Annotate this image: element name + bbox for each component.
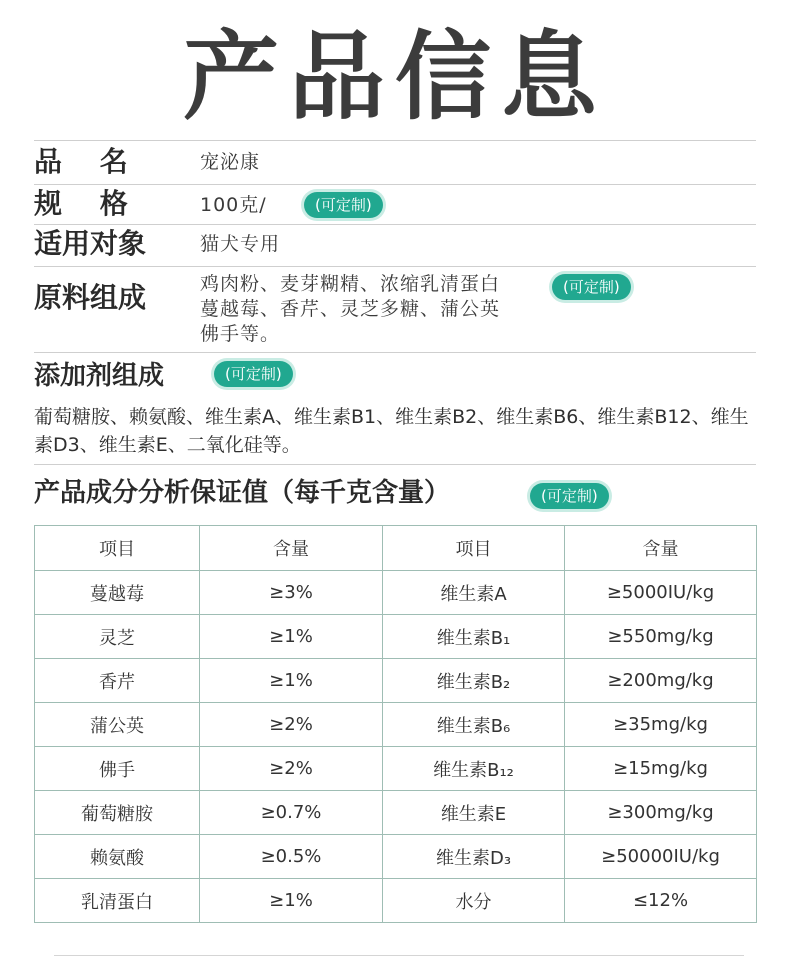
table-row <box>35 835 757 879</box>
analysis-title: 产品成分分析保证值（每千克含量） <box>34 478 451 508</box>
additives-text: 葡萄糖胺、赖氨酸、维生素A、维生素B1、维生素B2、维生素B6、维生素B12、维生素D3、维生素E、二氧化硅等。 <box>34 406 749 456</box>
customizable-badge: (可定制) <box>304 192 383 218</box>
column-header: 项目 <box>35 526 200 571</box>
column-header: 含量 <box>200 526 383 571</box>
table-row <box>35 879 757 923</box>
analysis-table <box>34 525 757 923</box>
ingredients-label: 原料组成 <box>34 281 147 314</box>
divider <box>34 266 756 267</box>
target-value: 猫犬专用 <box>200 233 281 255</box>
table-cell: 维生素E <box>383 791 565 835</box>
table-cell: 维生素A <box>383 571 565 615</box>
table-cell: 香芹 <box>35 659 200 703</box>
table-cell: ≥1% <box>200 615 383 659</box>
divider <box>34 224 756 225</box>
table-cell: 灵芝 <box>35 615 200 659</box>
table-cell: ≥200mg/kg <box>565 659 757 703</box>
table-cell: 赖氨酸 <box>35 835 200 879</box>
table-cell: 蒲公英 <box>35 703 200 747</box>
table-cell: 乳清蛋白 <box>35 879 200 923</box>
table-cell: ≥35mg/kg <box>565 703 757 747</box>
table-header-row <box>35 526 757 571</box>
ingredients-line-1: 鸡肉粉、麦芽糊精、浓缩乳清蛋白 <box>200 273 501 295</box>
table-row <box>35 791 757 835</box>
table-cell: ≥550mg/kg <box>565 615 757 659</box>
customizable-badge: (可定制) <box>552 274 631 300</box>
table-cell: 维生素B₂ <box>383 659 565 703</box>
table-cell: ≥50000IU/kg <box>565 835 757 879</box>
divider <box>54 955 744 956</box>
table-row <box>35 615 757 659</box>
table-cell: 维生素D₃ <box>383 835 565 879</box>
table-cell: ≤12% <box>565 879 757 923</box>
table-row <box>35 659 757 703</box>
table-cell: ≥15mg/kg <box>565 747 757 791</box>
customizable-badge: (可定制) <box>214 361 293 387</box>
table-cell: 佛手 <box>35 747 200 791</box>
table-cell: ≥2% <box>200 747 383 791</box>
spec-label: 规 格 <box>34 187 142 220</box>
table-cell: ≥0.7% <box>200 791 383 835</box>
divider <box>34 464 756 465</box>
column-header: 项目 <box>383 526 565 571</box>
table-cell: ≥1% <box>200 659 383 703</box>
table-row <box>35 747 757 791</box>
name-value: 宠泌康 <box>200 151 261 173</box>
column-header: 含量 <box>565 526 757 571</box>
divider <box>34 140 756 141</box>
table-cell: ≥3% <box>200 571 383 615</box>
spec-value: 100克/ <box>200 194 267 216</box>
table-cell: ≥2% <box>200 703 383 747</box>
table-cell: ≥5000IU/kg <box>565 571 757 615</box>
table-row <box>35 703 757 747</box>
target-label: 适用对象 <box>34 227 147 260</box>
table-cell: ≥1% <box>200 879 383 923</box>
additives-title: 添加剂组成 <box>34 361 165 391</box>
table-cell: ≥300mg/kg <box>565 791 757 835</box>
customizable-badge: (可定制) <box>530 483 609 509</box>
table-cell: 蔓越莓 <box>35 571 200 615</box>
divider <box>34 352 756 353</box>
table-cell: ≥0.5% <box>200 835 383 879</box>
divider <box>34 184 756 185</box>
table-cell: 维生素B₆ <box>383 703 565 747</box>
table-cell: 水分 <box>383 879 565 923</box>
table-cell: 维生素B₁ <box>383 615 565 659</box>
ingredients-line-3: 佛手等。 <box>200 323 281 345</box>
table-cell: 葡萄糖胺 <box>35 791 200 835</box>
name-label: 品 名 <box>34 145 142 178</box>
table-row <box>35 571 757 615</box>
ingredients-line-2: 蔓越莓、香芹、灵芝多糖、蒲公英 <box>200 298 501 320</box>
page-title: 产品信息 <box>183 21 607 133</box>
table-cell: 维生素B₁₂ <box>383 747 565 791</box>
